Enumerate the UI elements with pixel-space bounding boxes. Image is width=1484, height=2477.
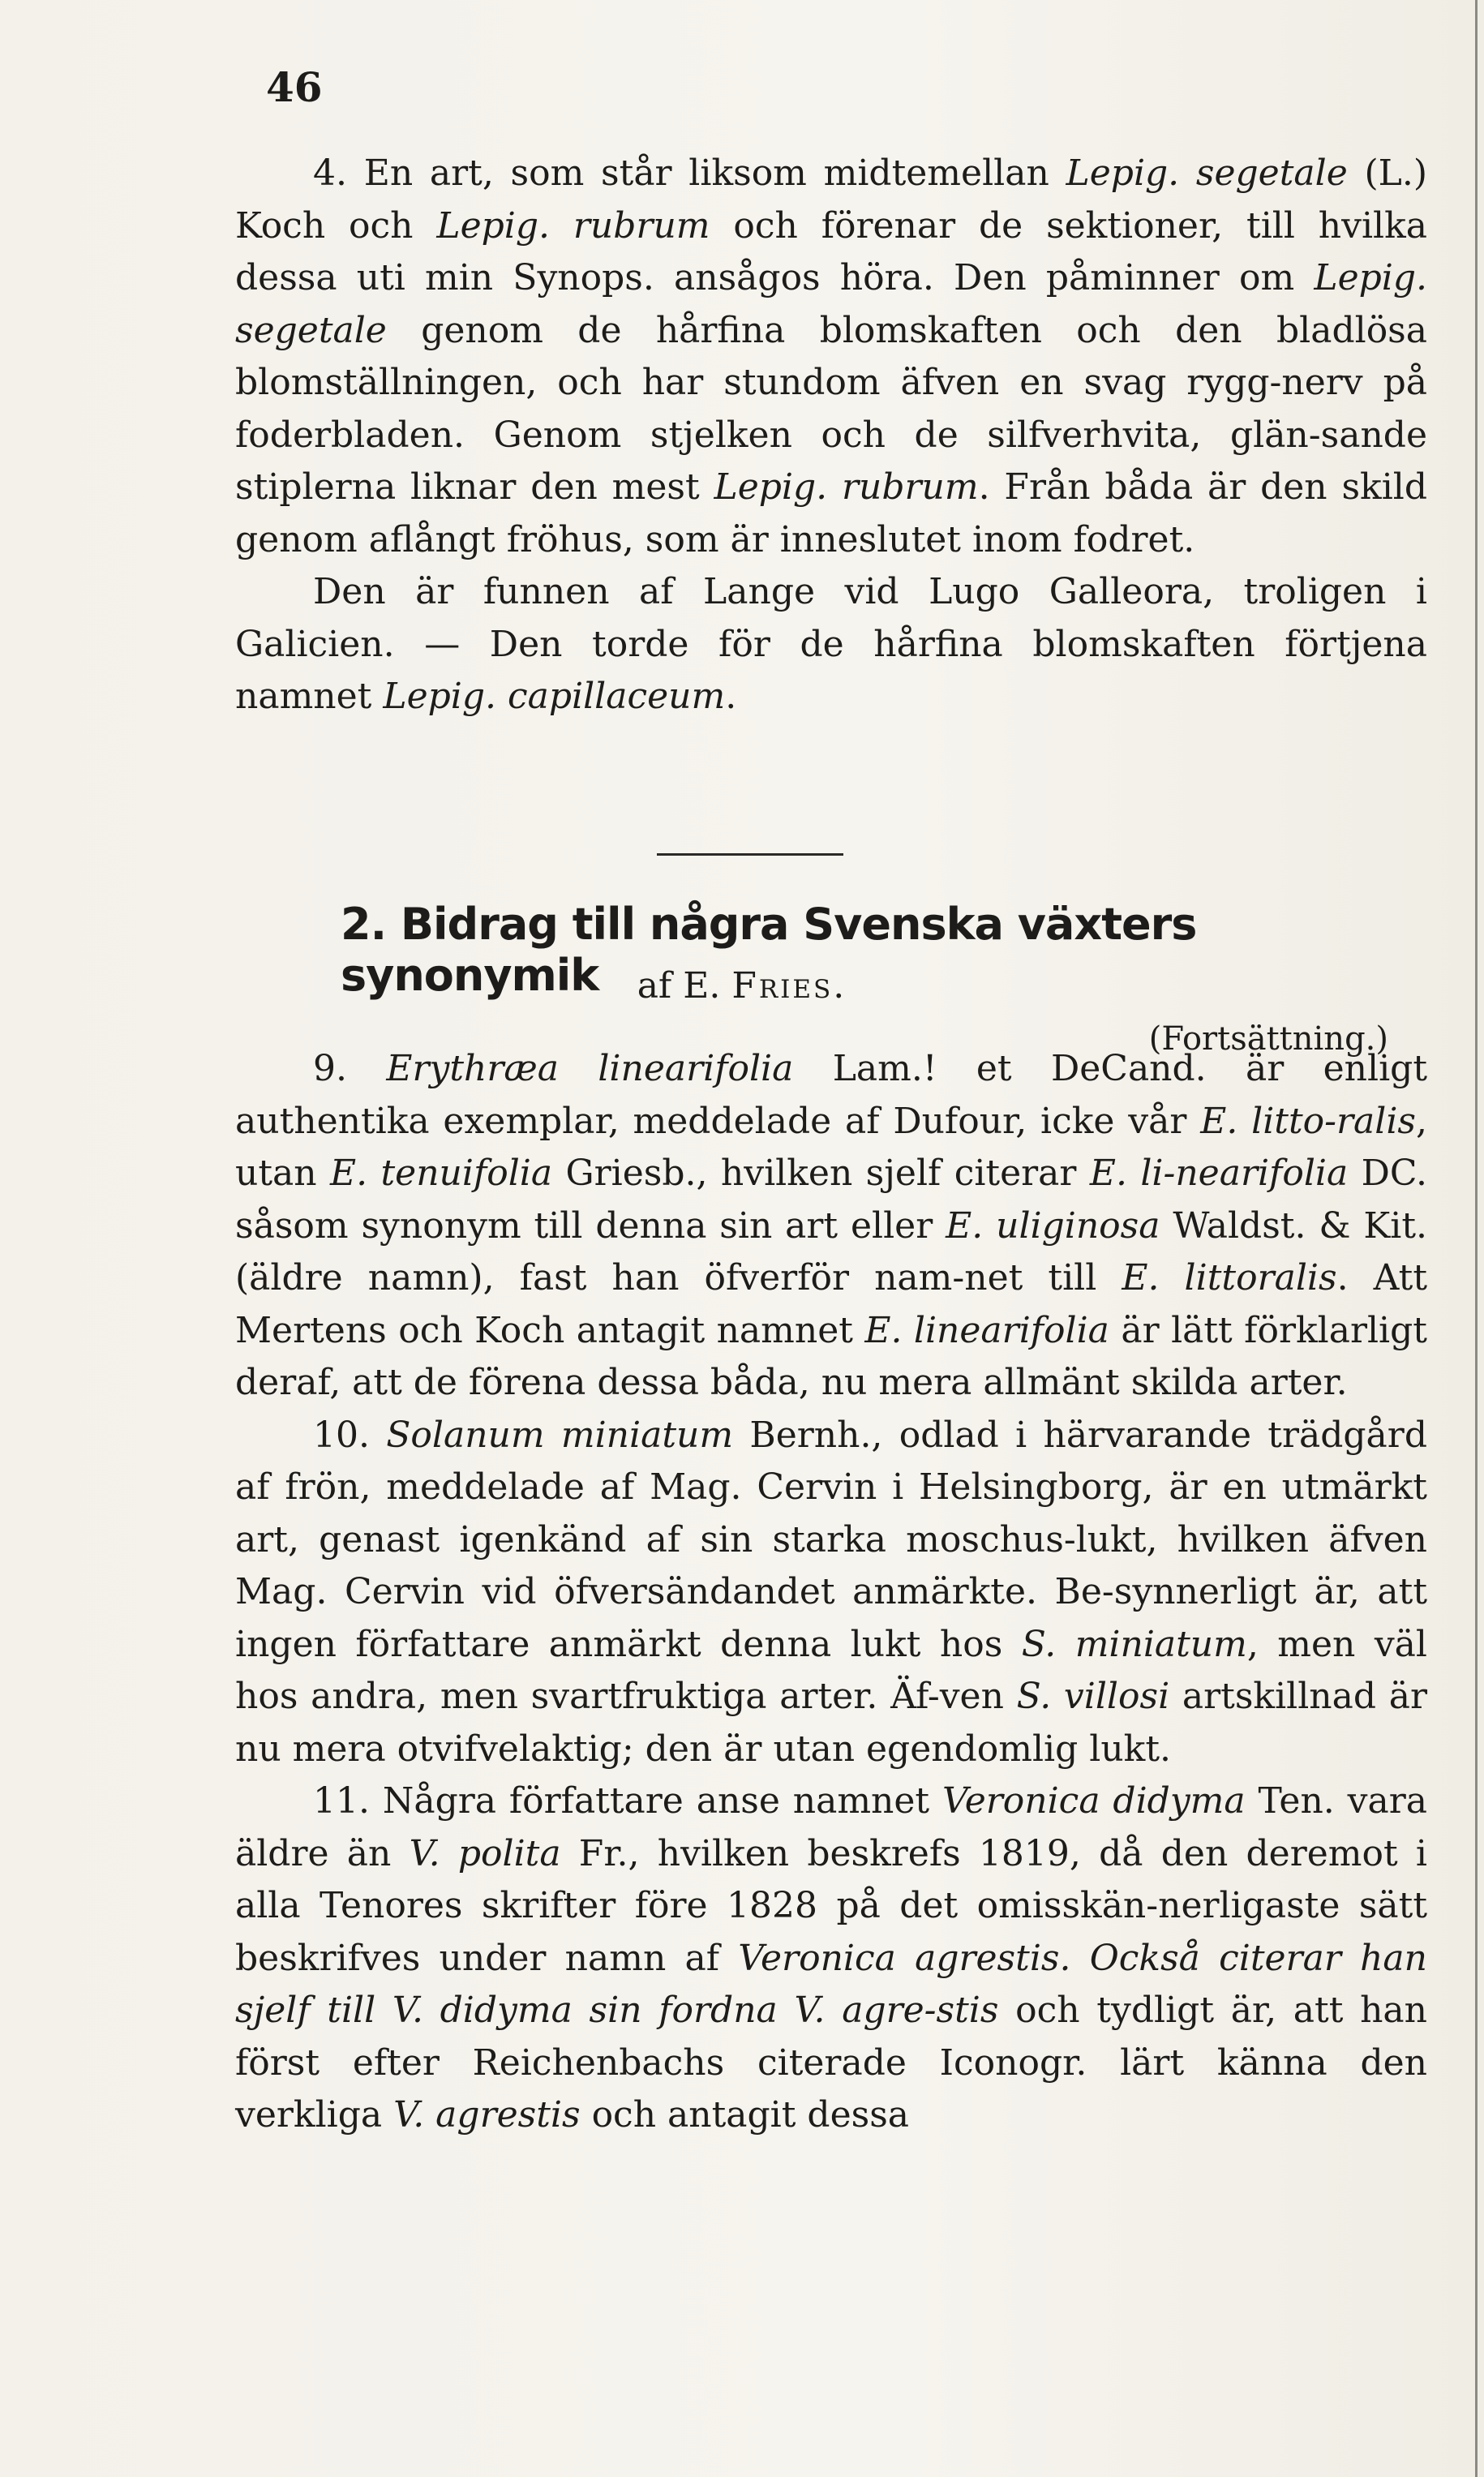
taxon-name: Lepig. rubrum xyxy=(714,466,979,508)
section-divider xyxy=(657,853,843,856)
taxon-name: E. tenuifolia xyxy=(329,1153,553,1194)
taxon-name: Lepig. segetale xyxy=(1066,152,1348,194)
taxon-name: E. linearifolia xyxy=(864,1309,1109,1351)
taxon-name: E. li-nearifolia xyxy=(1089,1153,1349,1194)
author-prefix: af E. xyxy=(637,965,721,1007)
article-heading: 2. Bidrag till några Svenska växters synonymik xyxy=(341,899,1197,1001)
taxon-name: E. uliginosa xyxy=(946,1204,1160,1247)
continued-note: (Fortsättning.) xyxy=(1148,1020,1388,1058)
taxon-name: Också citerar han sjelf till V. didyma sin fordna V. agre-stis xyxy=(235,1937,1427,2031)
paragraph: 4. En art, som står liksom midtemellan Lepig. segetale (L.) Koch och Lepig. rubrum och förenar de sektioner, till hvilka dessa uti min Synops. ansågos höra. Den påminner om Lepig. segetale genom de hårfina blomskaften och den bladlösa blomställningen, och har stundom äfven en svag rygg-nerv på foderbladen. Genom stjelken och de silfverhvita, glän-sande stiplerna liknar den mest Lepig. rubrum. Från båda är den skild genom aflångt fröhus, som är inneslutet inom fodret. xyxy=(235,152,1428,560)
taxon-name: Solanum miniatum xyxy=(386,1414,734,1456)
paragraph: 9. Erythræa linearifolia Lam.! et DeCand. är enligt authentika exemplar, meddelade af Dufour, icke vår E. litto-ralis, utan E. tenuifolia Griesb., hvilken sjelf citerar E. li-nearifolia DC. såsom synonym till denna sin art eller E. uliginosa Waldst. & Kit. (äldre namn), fast han öfverför nam-net till E. littoralis. Att Mertens och Koch antagit namnet E. linearifolia är lätt förklarligt deraf, att de förena dessa båda, nu mera allmänt skilda arter. xyxy=(235,1048,1428,1403)
paragraph: 10. Solanum miniatum Bernh., odlad i härvarande trädgård af frön, meddelade af Mag. Cervin i Helsingborg, är en utmärkt art, genast igenkänd af sin starka moschus-lukt, hvilken äfven Mag. Cervin vid öfversändandet anmärkte. Be-synnerligt är, att ingen författare anmärkt denna lukt hos S. miniatum, men väl hos andra, men svartfruktiga arter. Äf-ven S. villosi artskillnad är nu mera otvifvelaktig; den är utan egendomlig lukt. xyxy=(235,1414,1427,1770)
taxon-name: V. polita xyxy=(409,1832,561,1874)
text-block-lower xyxy=(235,1043,1427,2142)
text-block-upper xyxy=(235,148,1427,723)
taxon-name: Erythræa linearifolia xyxy=(386,1048,794,1089)
author-line xyxy=(0,965,1484,1007)
taxon-name: E. littoralis xyxy=(1122,1257,1337,1299)
taxon-name: S. villosi xyxy=(1016,1676,1170,1717)
taxon-name: Lepig. capillaceum xyxy=(383,676,726,717)
taxon-name: Veronica didyma xyxy=(941,1780,1246,1822)
taxon-name: Veronica agrestis. xyxy=(738,1937,1071,1979)
taxon-name: V. agrestis xyxy=(393,2094,581,2136)
taxon-name: Lepig. segetale xyxy=(235,257,1427,351)
page-number: 46 xyxy=(266,63,323,111)
binding-edge-line xyxy=(1475,0,1478,2477)
taxon-name: Lepig. rubrum xyxy=(436,204,710,247)
taxon-name: E. litto-ralis xyxy=(1200,1100,1416,1142)
paragraph: Den är funnen af Lange vid Lugo Galleora, troligen i Galicien. — Den torde för de hårfina blomskaften förtjena namnet Lepig. capillaceum. xyxy=(235,571,1427,717)
author-name: Fries. xyxy=(731,965,847,1007)
taxon-name: S. miniatum xyxy=(1021,1623,1247,1665)
paragraph: 11. Några författare anse namnet Veronica didyma Ten. vara äldre än V. polita Fr., hvilken beskrefs 1819, då den deremot i alla Tenores skrifter före 1828 på det omisskän-nerligaste sätt beskrifves under namn af Veronica agrestis. Också citerar han sjelf till V. didyma sin fordna V. agre-stis och tydligt är, att han först efter Reichenbachs citerade Iconogr. lärt känna den verkliga V. agrestis och antagit dessa xyxy=(235,1780,1428,2136)
